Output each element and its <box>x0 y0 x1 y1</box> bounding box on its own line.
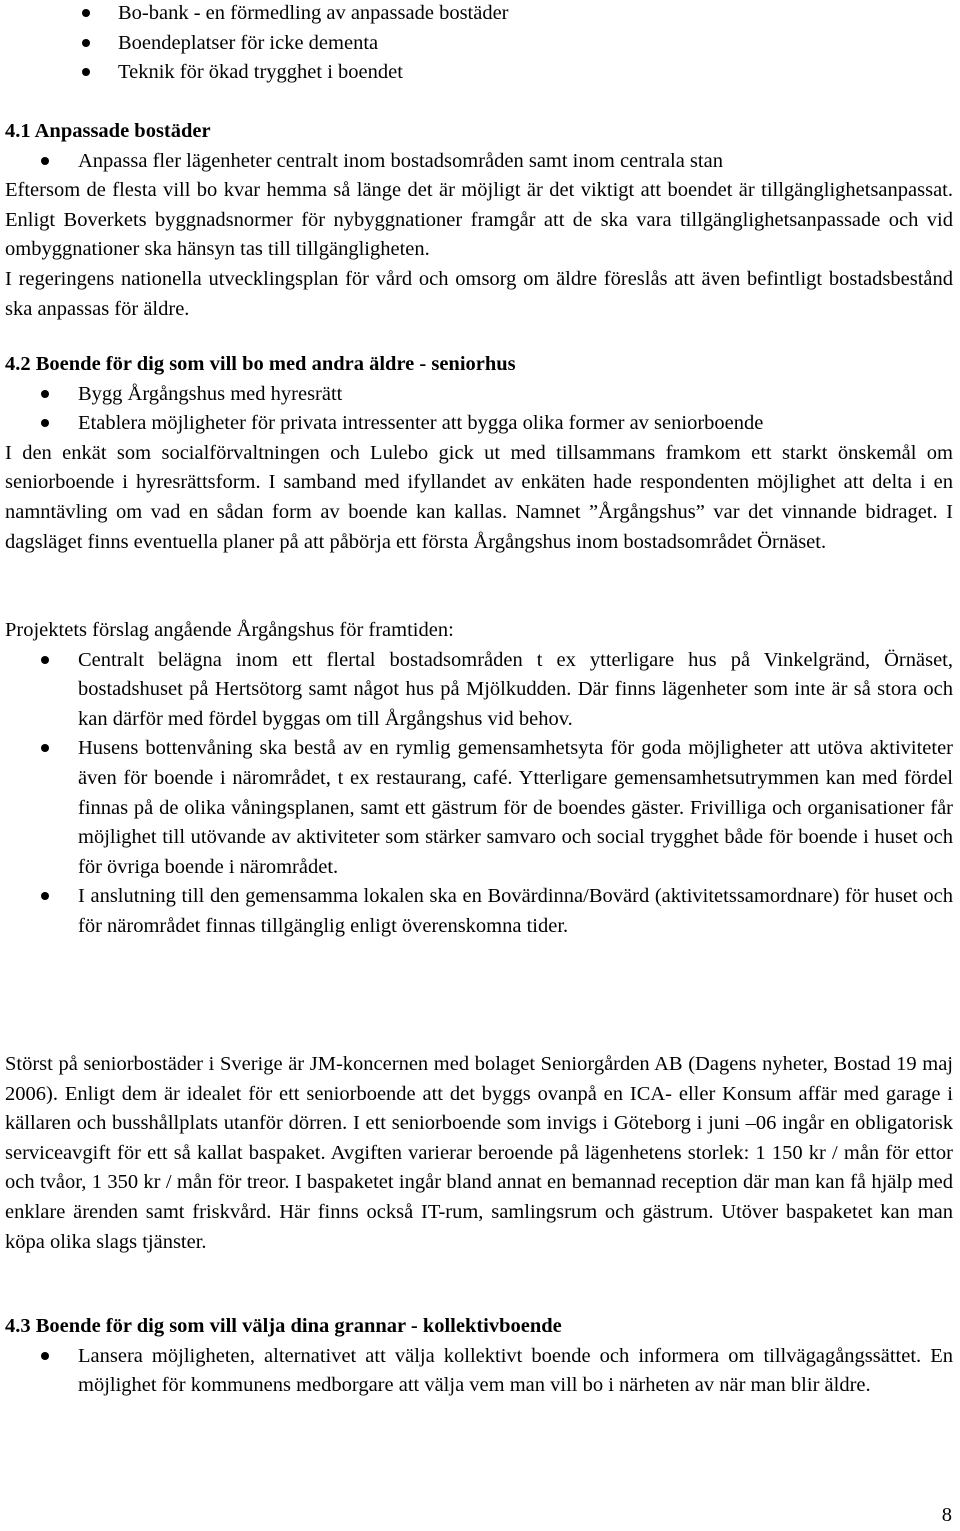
bullet-icon <box>41 744 49 752</box>
section-4-2 <box>5 350 953 557</box>
bullet-icon <box>41 419 49 427</box>
intro-bullet-list <box>0 0 940 88</box>
bullet-icon <box>41 390 49 398</box>
list-item: Etablera möjligheter för privata intressenter att bygga olika former av seniorboende <box>0 409 953 439</box>
list-item: I anslutning till den gemensamma lokalen ska en Bovärdinna/Bovärd (aktivitetssamordnare) för huset och för närområdet finnas tillgänglig enligt överenskomna tider. <box>0 882 953 941</box>
bullet-icon <box>41 1352 49 1360</box>
list-item: Lansera möjligheten, alternativet att välja kollektivt boende och informera om tillvägagångssättet. En möjlighet för kommunens medborgare att välja vem man vill bo i närheten av när man blir äldre. <box>0 1342 953 1401</box>
proposal-block <box>5 616 953 942</box>
section-heading: 4.2 Boende för dig som vill bo med andra äldre - seniorhus <box>5 353 516 375</box>
paragraph: Eftersom de flesta vill bo kvar hemma så länge det är möjligt är det viktigt att boendet är tillgänglighetsanpassat. Enligt Boverkets byggnadsnormer för nybyggnationer framgår att de ska vara tillgänglighetsanpassade och vid ombyggnationer ska hänsyn tas till tillgängligheten. <box>5 179 953 261</box>
list-item: Boendeplatser för icke dementa <box>0 29 940 59</box>
section-4-1 <box>5 117 953 324</box>
section-heading: 4.3 Boende för dig som vill välja dina grannar - kollektivboende <box>5 1315 562 1337</box>
section-bullet-list <box>0 1342 953 1401</box>
list-item: Anpassa fler lägenheter centralt inom bostadsområden samt inom centrala stan <box>0 147 953 177</box>
list-item: Bo-bank - en förmedling av anpassade bostäder <box>0 0 940 29</box>
list-item: Husens bottenvåning ska bestå av en rymlig gemensamhetsyta för goda möjligheter att utöva aktiviteter även för boende i närområdet, t ex restaurang, café. Ytterligare gemensamhetsutrymmen kan med fördel finnas på de olika våningsplanen, samt ett gästrum för de boendes gäster. Frivilliga och organisationer får möjlighet till utövande av aktiviteter som stärker samvaro och social trygghet både för boende i huset och för övriga boende i närområdet. <box>0 734 953 882</box>
paragraph: I regeringens nationella utvecklingsplan för vård och omsorg om äldre föreslås att även befintligt bostadsbestånd ska anpassas för äldre. <box>5 267 953 320</box>
proposal-intro: Projektets förslag angående Årgångshus för framtiden: <box>5 619 454 641</box>
paragraph: I den enkät som socialförvaltningen och Lulebo gick ut med tillsammans framkom ett starkt önskemål om seniorboende i hyresrättsform. I samband med ifyllandet av enkäten hade respondenten möjlighet att delta i en namntävling om vad en sådan form av boende kan kallas. Namnet ”Årgångshus” var det vinnande bidraget. I dagsläget finns eventuella planer på att påbörja ett första Årgångshus inom bostadsområdet Örnäset. <box>5 441 953 553</box>
section-bullet-list <box>0 147 953 177</box>
paragraph: Störst på seniorbostäder i Sverige är JM-koncernen med bolaget Seniorgården AB (Dagens nyheter, Bostad 19 maj 2006). Enligt dem är idealet för ett seniorboende att det byggs ovanpå en ICA- eller Konsum affär med garage i källaren och busshållplats utanför dörren. I ett seniorboende som invigs i Göteborg i juni –06 ingår en obligatorisk serviceavgift för ett så kallat baspaket. Avgiften varierar beroende på lägenhetens storlek: 1 150 kr / mån för ettor och tvåor, 1 350 kr / mån för treor. I baspaketet ingår bland annat en bemannad reception där man kan få hjälp med enklare ärenden samt friskvård. Här finns också IT-rum, samlingsrum och gästrum. Utöver baspaketet kan man köpa olika slags tjänster. <box>5 1053 953 1253</box>
bullet-icon <box>82 39 90 47</box>
section-heading: 4.1 Anpassade bostäder <box>5 120 211 142</box>
seniorbostader-paragraph-block <box>5 1050 953 1257</box>
bullet-icon <box>82 9 90 17</box>
bullet-icon <box>82 68 90 76</box>
bullet-icon <box>41 157 49 165</box>
section-bullet-list <box>0 380 953 439</box>
proposal-bullet-list <box>0 646 953 942</box>
bullet-icon <box>41 656 49 664</box>
bullet-icon <box>41 892 49 900</box>
section-4-3 <box>5 1312 953 1401</box>
list-item: Teknik för ökad trygghet i boendet <box>0 58 940 88</box>
page-number: 8 <box>941 1504 952 1526</box>
list-item: Centralt belägna inom ett flertal bostadsområden t ex ytterligare hus på Vinkelgränd, Örnäset, bostadshuset på Hertsötorg samt något hus på Mjölkudden. Där finns lägenheter som inte är så stora och kan därför med fördel byggas om till Årgångshus vid behov. <box>0 646 953 735</box>
list-item: Bygg Årgångshus med hyresrätt <box>0 380 953 410</box>
